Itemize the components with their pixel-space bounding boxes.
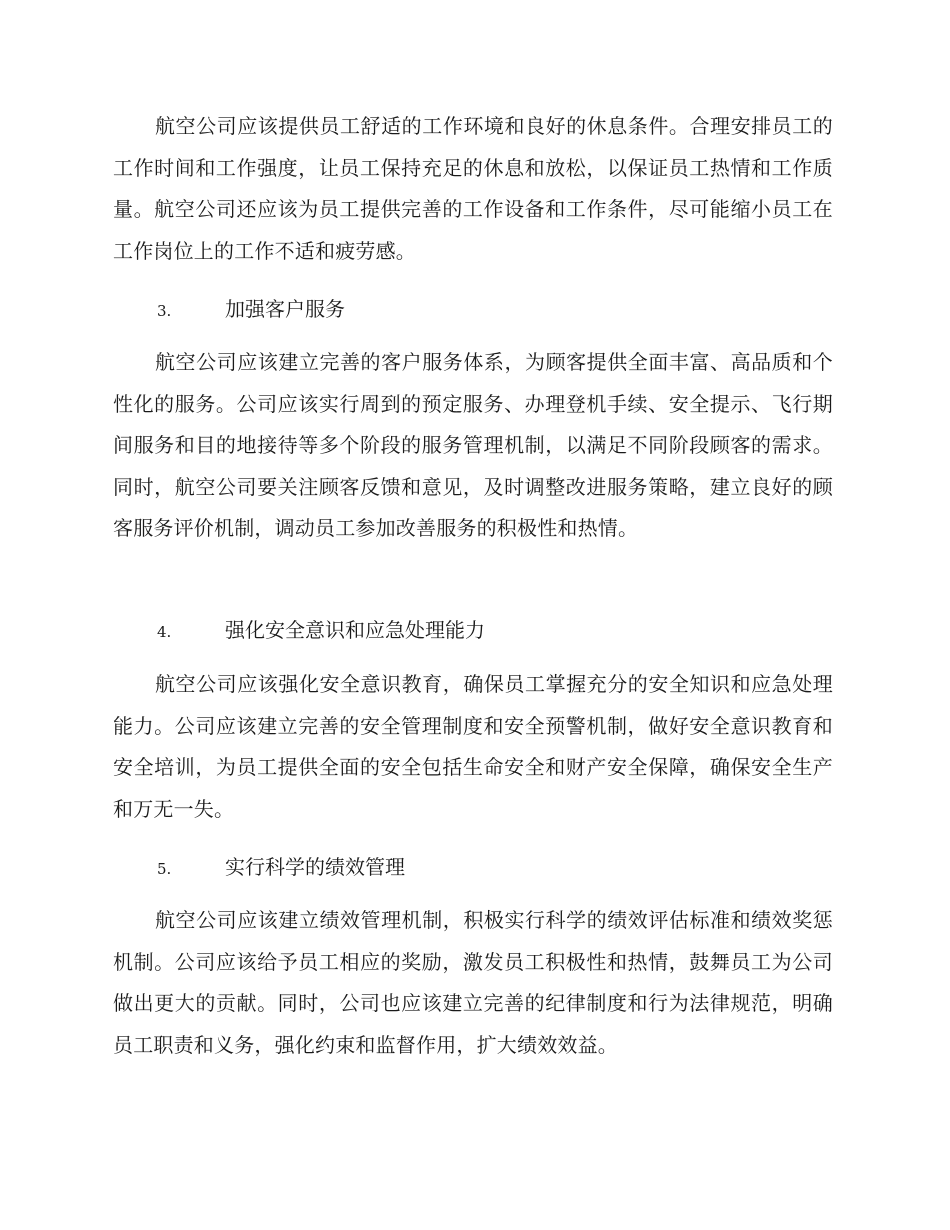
section-title: 加强客户服务: [225, 297, 345, 321]
paragraph-performance: 航空公司应该建立绩效管理机制，积极实行科学的绩效评估标准和绩效奖惩机制。公司应该给予员工相应的奖励，激发员工积极性和热情，鼓舞员工为公司做出更大的贡献。同时，公司也应该建立完善的纪律制度和行为法律规范，明确员工职责和义务，强化约束和监督作用，扩大绩效效益。: [113, 908, 833, 1057]
paragraph-customer-service: 航空公司应该建立完善的客户服务体系，为顾客提供全面丰富、高品质和个性化的服务。公司应该实行周到的预定服务、办理登机手续、安全提示、飞行期间服务和目的地接待等多个阶段的服务管理机制，以满足不同阶段顾客的需求。同时，航空公司要关注顾客反馈和意见，及时调整改进服务策略，建立良好的顾客服务评价机制，调动员工参加改善服务的积极性和热情。: [113, 350, 833, 540]
section-number: 3.: [157, 302, 172, 320]
section-number: 4.: [157, 623, 172, 641]
section-title: 实行科学的绩效管理: [225, 855, 405, 879]
paragraph-safety: 航空公司应该强化安全意识教育，确保员工掌握充分的安全知识和应急处理能力。公司应该建立完善的安全管理制度和安全预警机制，做好安全意识教育和安全培训，为员工提供全面的安全包括生命安全和财产安全保障，确保安全生产和万无一失。: [113, 672, 833, 821]
section-title: 强化安全意识和应急处理能力: [225, 618, 485, 642]
section-number: 5.: [157, 860, 172, 878]
section-heading-safety: [157, 615, 485, 647]
section-heading-customer-service: [157, 294, 345, 326]
paragraph-work-environment: 航空公司应该提供员工舒适的工作环境和良好的休息条件。合理安排员工的工作时间和工作强度，让员工保持充足的休息和放松，以保证员工热情和工作质量。航空公司还应该为员工提供完善的工作设备和工作条件，尽可能缩小员工在工作岗位上的工作不适和疲劳感。: [113, 114, 833, 263]
section-heading-performance: [157, 852, 405, 884]
